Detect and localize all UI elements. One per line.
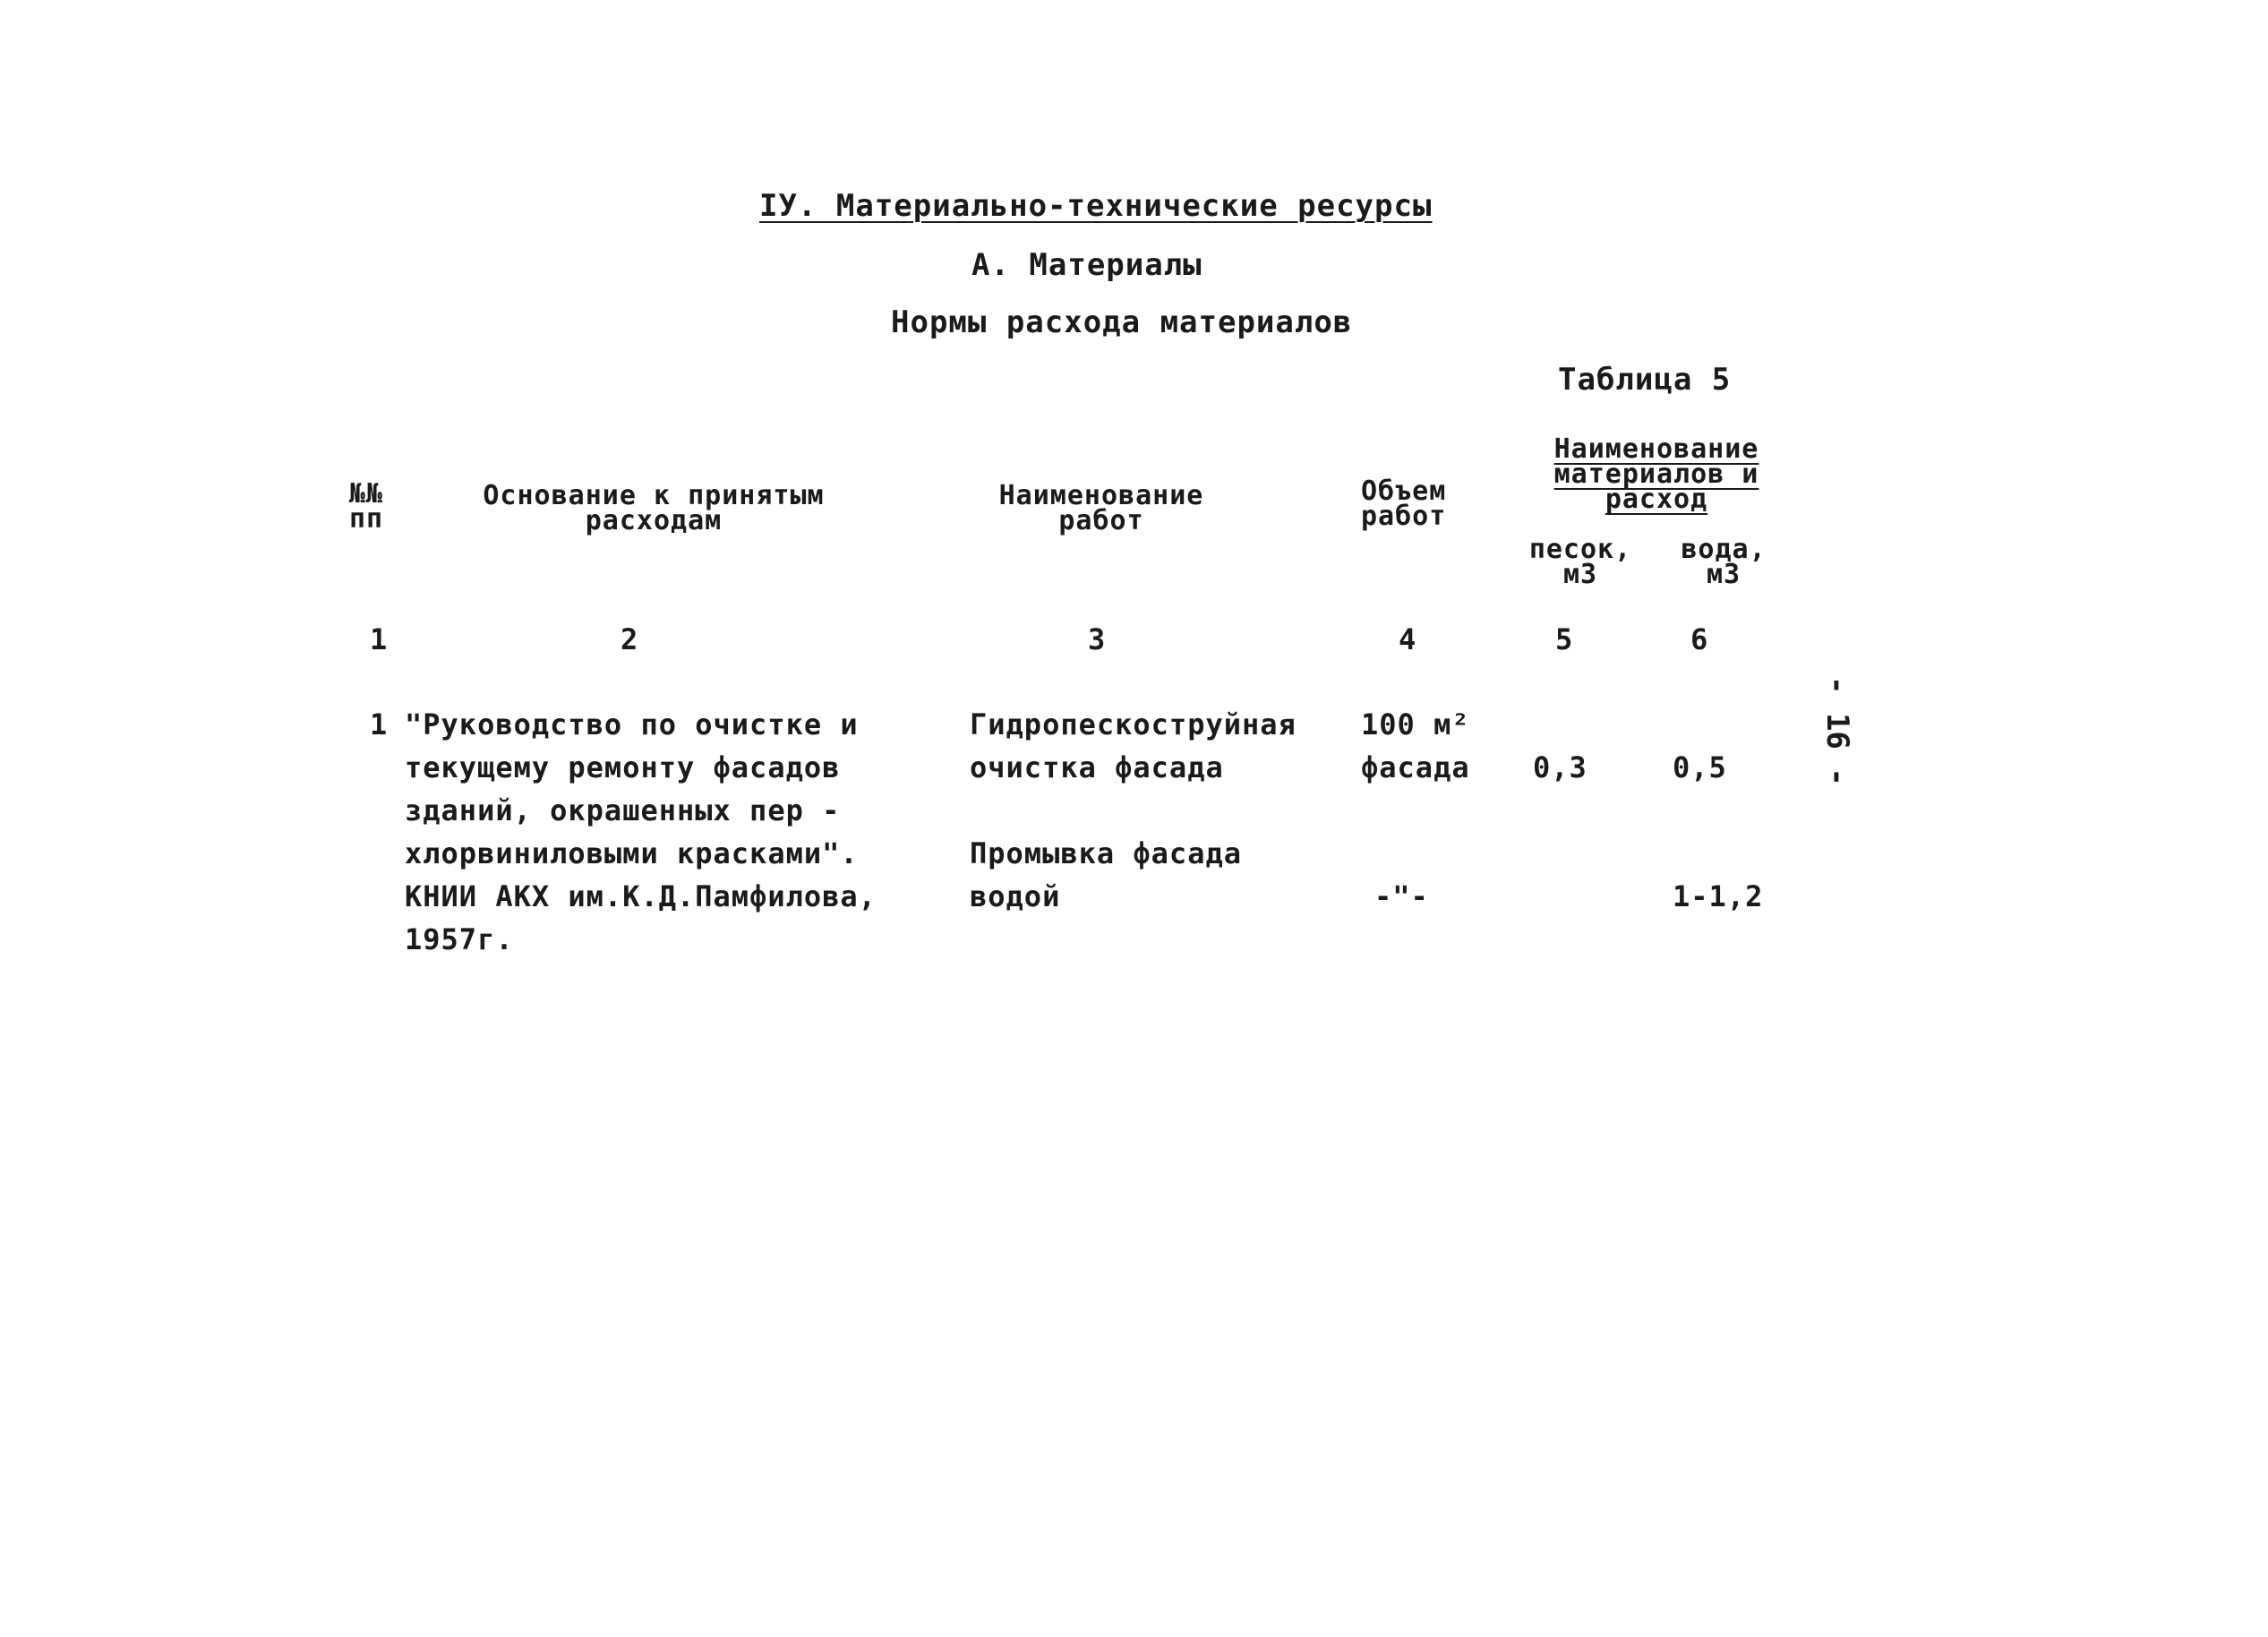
row-work-2: Промывка фасада водой — [970, 836, 1242, 913]
header-work-name: Наименование работ — [998, 480, 1204, 536]
header-sand: песок, м3 — [1528, 534, 1632, 590]
column-number: 3 — [1088, 622, 1107, 656]
header-basis: Основание к принятым расходам — [483, 480, 825, 536]
header-num: №№ пп — [349, 478, 384, 535]
column-number: 5 — [1555, 622, 1574, 656]
header-materials: Наименование материалов и расход — [1553, 433, 1759, 515]
page-number: - 16 - — [1819, 676, 1855, 786]
subsection-title: А. Материалы — [971, 247, 1202, 283]
column-number: 1 — [370, 622, 389, 656]
header-water: вода, м3 — [1681, 534, 1767, 590]
row-sand-1: 0,3 — [1533, 750, 1588, 784]
row-water-1: 0,5 — [1673, 750, 1727, 784]
column-number: 6 — [1690, 622, 1709, 656]
section-title: IУ. Материально-технические ресурсы — [759, 188, 1433, 224]
header-volume: Объем работ — [1361, 476, 1447, 532]
column-number: 2 — [620, 622, 639, 656]
row-water-2: 1-1,2 — [1673, 879, 1764, 913]
norms-title: Нормы расхода материалов — [891, 304, 1353, 340]
row-basis: "Руководство по очистке и текущему ремонту фасадов зданий, окрашенных пер - хлорвиниловыми красками". КНИИ АКХ им.К.Д.Памфилова, 1957г. — [405, 707, 877, 956]
row-work-1: Гидропескоструйная очистка фасада — [970, 707, 1297, 784]
row-number: 1 — [370, 707, 389, 741]
table-label: Таблица 5 — [1558, 362, 1732, 398]
row-volume-1: 100 м² фасада — [1361, 707, 1470, 784]
row-volume-2: -"- — [1374, 879, 1429, 913]
column-number: 4 — [1399, 622, 1417, 656]
